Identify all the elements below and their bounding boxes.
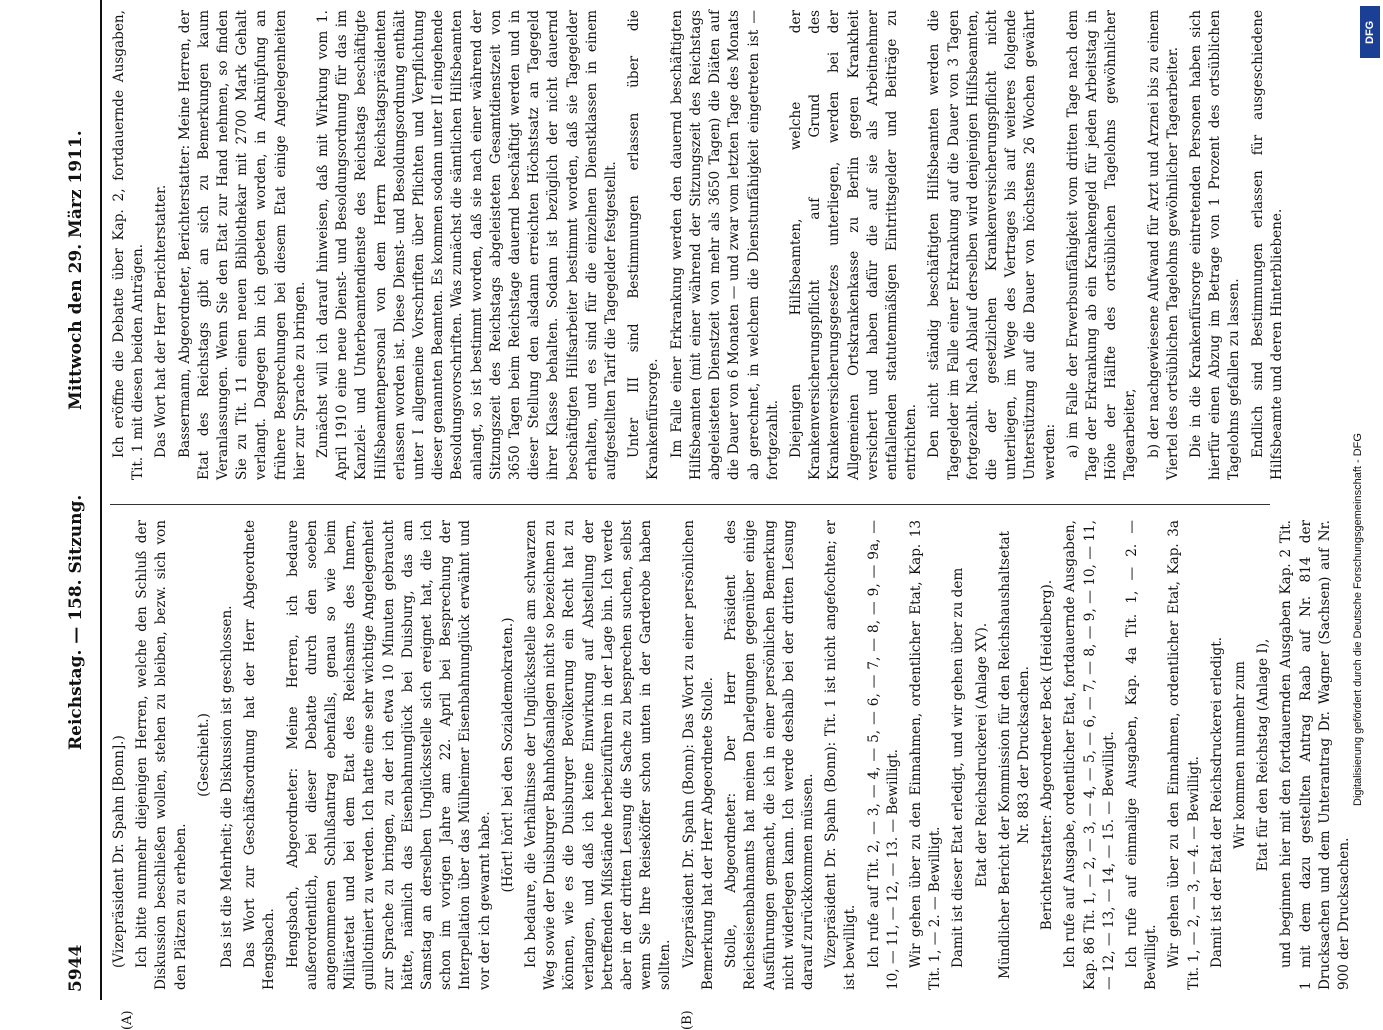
paragraph: Berichterstatter: Abgeordneter Beck (Heidelberg). (1039, 579, 1056, 931)
document-page (60, 0, 1360, 1030)
paragraph: Ich rufe auf einmalige Ausgaben, Kap. 4a Tit. 1, — 2. — Bewilligt. (1123, 520, 1160, 990)
margin-mark-a: (A) (120, 1010, 135, 1030)
column-divider (110, 504, 1270, 505)
paragraph: und beginnen hier mit den fortdauernden Ausgaben Kap. 2 Tit. 1 mit dem dazu gestellten Antrag Raab auf Nr. 814 der Drucksachen und dem Unterantrag Dr. Wagner (Sachsen) auf Nr. 900 der Drucksachen. (1278, 520, 1352, 990)
paragraph: (Hört! hört! bei den Sozialdemokraten.) (499, 617, 516, 893)
section-heading: Etat für den Reichstag (Anlage I), (1255, 638, 1272, 872)
paragraph: Unter III sind Bestimmungen erlassen über die Krankenfürsorge. (626, 10, 662, 480)
paragraph: Das Wort zur Geschäftsordnung hat der Herr Abgeordnete Hengsbach. (242, 520, 278, 990)
paragraph: Das ist die Mehrheit; die Diskussion ist geschlossen. (219, 605, 236, 968)
paragraph: (Geschieht.) (195, 713, 212, 797)
paragraph: Ich eröffne die Debatte über Kap. 2, fortdauernde Ausgaben, Tit. 1 mit diesen beiden Anträgen. (111, 10, 147, 480)
page-number: 5944 (66, 944, 86, 992)
right-column (110, 10, 1285, 480)
paragraph: Ich bedaure, die Verhältnisse der Unglücksstelle am schwarzen Weg sowie der Duisburger Bahnhofsanlagen nicht so bezeichnen zu können, wie es die Duisburger Bevölkerung ein Recht hat zu verlangen, und daß ich keine Einwirkung auf Abstellung der betreffenden Mißstände herbeizuführen in der Lage bin. Ich werde aber in der dritten Lesung die Sache zu besprechen suchen, selbst wenn Sie Ihre Reiseköffer schon unten in der Garderobe haben sollten. (523, 520, 674, 990)
paragraph: Wir gehen über zu den Einnahmen, ordentlicher Etat, Kap. 3a Tit. 1, — 2, — 3, — 4. — Bewilligt. (1166, 520, 1202, 990)
paragraph: Diejenigen Hilfsbeamten, welche der Krankenversicherungspflicht auf Grund des Krankenversicherungsgesetzes unterliegen, werden bei der Allgemeinen Ortskrankenkasse zu Berlin gegen Krankheit versichert und haben dafür die auf sie als Arbeitnehmer entfallenden statutenmäßigen Eintrittsgelder und Beiträge zu entrichten. (787, 10, 920, 480)
paragraph: (Vizepräsident Dr. Spahn [Bonn].) (111, 735, 127, 968)
paragraph: Im Falle einer Erkrankung werden den dauernd beschäftigten Hilfsbeamten (mit einer während der Sitzungszeit des Reichstags abgeleisteten Dienstzeit von mehr als 3650 Tagen) die Diäten auf die Dauer von 6 Monaten — und zwar vom letzten Tage des Monats ab gerechnet, in welchem die Dienstunfähigkeit eingetreten ist — fortgezahlt. (668, 10, 781, 480)
paragraph: Vizepräsident Dr. Spahn (Bonn): Das Wort zu einer persönlichen Bemerkung hat der Herr Abgeordnete Stolle. (680, 520, 716, 990)
left-column (110, 520, 1352, 990)
paragraph: Den nicht ständig beschäftigten Hilfsbeamten werden die Tagegelder im Falle einer Erkrankung auf die Dauer von 3 Tagen fortgezahlt. Nach Ablauf derselben wird denjenigen Hilfsbeamten, die der gesetzlichen Krankenversicherungspflicht nicht unterliegen, im Wege des Vertrages bis auf weiteres folgende Unterstützung auf die Dauer von höchstens 26 Wochen gewährt werden: (926, 10, 1058, 480)
paragraph: Wir gehen über zu den Einnahmen, ordentlicher Etat, Kap. 13 Tit. 1, — 2. — Bewilligt. (907, 520, 944, 990)
paragraph: Damit ist der Etat der Reichsdruckerei erledigt. (1208, 636, 1225, 968)
paragraph: Endlich sind Bestimmungen erlassen für ausgeschiedene Hilfsbeamte und deren Hinterbliebene. (1249, 10, 1285, 480)
page-header (60, 0, 102, 1000)
paragraph: Ich rufe auf Ausgabe, ordentlicher Etat, fortdauernde Ausgaben, Kap. 86 Tit. 1, — 2, — 3, — 4, — 5, — 6, — 7, — 8, — 9, — 10, — 11, — 12, — 13, — 14, — 15. — Bewilligt. (1062, 520, 1117, 990)
paragraph: Wir kommen nunmehr zum (1231, 661, 1248, 849)
paragraph: Das Wort hat der Herr Berichterstatter. (153, 184, 170, 458)
paragraph: a) im Falle der Erwerbsunfähigkeit vom dritten Tage nach dem Tage der Erkrankung ab ein Krankengeld für jeden Arbeitstag in Höhe der Hälfte des ortsüblichen Tagelohns gewöhnlicher Tagearbeiter, (1064, 10, 1139, 480)
paragraph: Ich rufe auf Tit. 2, — 3, — 4, — 5, — 6, — 7, — 8, — 9, — 9a, — 10, — 11, — 12, — 13. — Bewilligt. (865, 520, 901, 990)
digitization-credit: Digitalisierung gefördert durch die Deutsche Forschungsgemeinschaft - DFG (1352, 433, 1364, 807)
paragraph: Vizepräsident Dr. Spahn (Bonn): Tit. 1 ist nicht angefochten; er ist bewilligt. (823, 520, 859, 990)
paragraph: Bassermann, Abgeordneter, Berichterstatter: Meine Herren, der Etat des Reichstags gibt an sich zu Bemerkungen kaum Veranlassungen. Wenn Sie den Etat zur Hand nehmen, so finden Sie zu Tit. 11 einen neuen Bibliothekar mit 2700 Mark Gehalt verlangt. Dagegen bin ich gebeten worden, in Anknüpfung an frühere Besprechungen bei diesem Etat einige Angelegenheiten hier zur Sprache zu bringen. (176, 10, 308, 480)
paragraph: Mündlicher Bericht der Kommission für den Reichshaushaltsetat Nr. 883 der Drucksachen. (996, 530, 1032, 980)
header-right-title: Mittwoch den 29. März 1911. (66, 130, 86, 410)
paragraph: Stolle, Abgeordneter: Der Herr Präsident des Reichseisenbahnamts hat meinen Darlegungen gegenüber einige Ausführungen gemacht, die ich in einer persönlichen Bemerkung nicht widerlegen kann. Ich werde deshalb bei der dritten Lesung darauf zurückkommen müssen. (723, 520, 816, 990)
paragraph: Die in die Krankenfürsorge eintretenden Personen haben sich hierfür einen Abzug im Betrage von 1 Prozent des ortsüblichen Tagelohns gefallen zu lassen. (1187, 10, 1243, 480)
paragraph: b) der nachgewiesene Aufwand für Arzt und Arznei bis zu einem Viertel des ortsüblichen Tagelohns gewöhnlicher Tagearbeiter. (1145, 10, 1181, 480)
section-heading: Etat der Reichsdruckerei (Anlage XV). (973, 622, 990, 888)
paragraph: Damit ist dieser Etat erledigt, und wir gehen über zu dem (950, 567, 967, 968)
paragraph: Zunächst will ich darauf hinweisen, daß mit Wirkung vom 1. April 1910 eine neue Dienst- und Besoldungsordnung für das im Kanzlei- und Unterbeamtendienste des Reichstags beschäftigte Hilfsbeamtenpersonal von dem Herrn Reichstagspräsidenten erlassen worden ist. Diese Dienst- und Besoldungsordnung enthält unter I allgemeine Vorschriften über Pflichten und Verpflichtung dieser genannten Beamten. Es kommen sodann unter II eingehende Besoldungsvorschriften. Was zunächst die sämtlichen Hilfsbeamten anlangt, so ist bestimmt worden, daß sie nach einer während der Sitzungszeit des Reichstags abgeleisteten Gesamtdienstzeit von 3650 Tagen beim Reichstage dauernd beschäftigt werden und in dieser Stellung den alsdann erreichten Höchstsatz an Tagegeld ihrer Klasse behalten. Sodann ist bezüglich der nicht dauernd beschäftigten Hilfsarbeiter bestimmt worden, daß sie Tagegelder erhalten, und es sind für die einzelnen Dienstklassen in einem aufgestellten Tarif die Tagegelder festgestellt. (315, 10, 620, 480)
header-left-title: Reichstag. — 158. Sitzung. (66, 494, 86, 750)
dfg-logo: DFG (1360, 6, 1380, 58)
paragraph: Hengsbach, Abgeordneter: Meine Herren, ich bedaure außerordentlich, bei dieser Debatte durch den soeben angenommenen Schlußantrag ebenfalls, genau so wie beim Militäretat und bei dem Etat des Reichsamts des Innern, guillotiniert zu werden. Ich hatte eine sehr wichtige Angelegenheit zur Sprache zu bringen, zu der ich etwa 10 Minuten gebraucht hätte, nämlich das Eisenbahnunglück bei Duisburg, das am Samstag an derselben Unglücksstelle sich ereignet hat, die ich schon im vorigen Jahre am 22. April bei Besprechung der Interpellation über das Mülheimer Eisenbahnunglück erwähnt und vor der ich gewarnt habe. (284, 520, 493, 990)
margin-mark-b: (B) (680, 1010, 695, 1030)
paragraph: Ich bitte nunmehr diejenigen Herren, welche den Schluß der Diskussion beschließen wollen, stehen zu bleiben, bezw. sich von den Plätzen zu erheben. (134, 520, 189, 990)
